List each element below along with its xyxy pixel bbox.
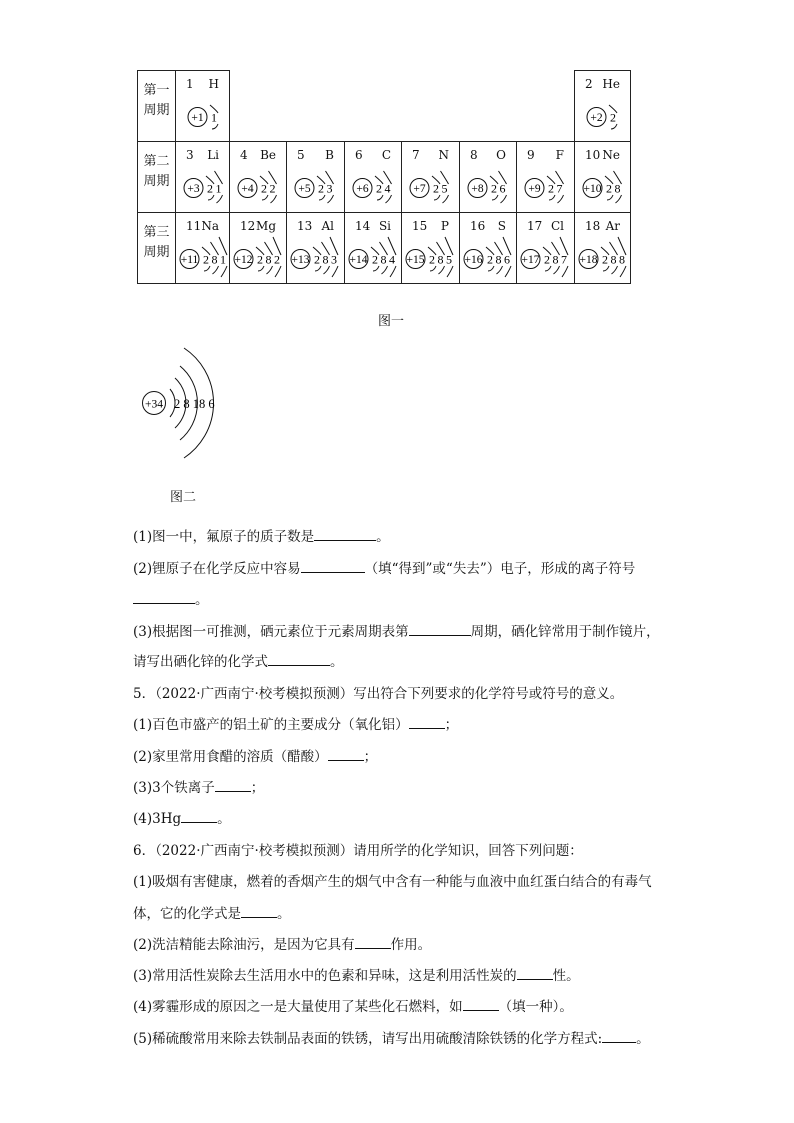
element-symbol: N [438, 148, 449, 162]
electron-count: 2 [372, 252, 378, 267]
nucleus-charge: +12 [234, 254, 253, 266]
answer-blank[interactable] [268, 653, 330, 666]
element-cell [176, 142, 230, 213]
q6-p3-text: (3)常用活性炭除去生活用水中的色素和异味，这是利用活性炭的 [133, 968, 517, 984]
nucleus-charge: +6 [356, 183, 369, 195]
element-cell [575, 142, 631, 213]
atom-structure-diagram [230, 213, 288, 283]
q4-part2 [133, 557, 635, 577]
nucleus-charge: +1 [191, 112, 204, 124]
atom-structure-diagram [287, 142, 345, 212]
electron-shell-arc [616, 195, 622, 203]
nucleus-charge: +10 [583, 183, 602, 195]
period-label-3 [138, 213, 176, 284]
q5-p1-end: ； [444, 717, 459, 733]
atomic-number: 5 [297, 148, 305, 162]
q4-part2-cont [133, 588, 209, 608]
electron-shell-arc [447, 266, 453, 277]
electron-shell-arc [488, 266, 494, 271]
atomic-number: 11 [186, 219, 202, 233]
q4-p2-text: (2)锂原子在化学反应中容易 [133, 561, 301, 577]
electron-shell-arc [430, 266, 436, 271]
q5-p3-text: (3)3个铁离子 [133, 780, 215, 796]
period-label-line1: 第二 [143, 154, 170, 169]
electron-count: 2 [433, 181, 439, 196]
q4-part3 [133, 620, 660, 640]
electron-shell-arc [549, 195, 555, 200]
electron-count: 2 [610, 110, 616, 125]
q4-p2-end: 。 [195, 592, 209, 608]
q5-p3-end: ； [250, 780, 265, 796]
electron-count: 2 [274, 252, 280, 267]
electron-shell-arc [258, 266, 264, 271]
q6-p4-text: (4)雾霾形成的原因之一是大量使用了某些化石燃料，如 [133, 999, 463, 1015]
atomic-number: 12 [240, 219, 256, 233]
atom-structure-diagram [575, 142, 633, 212]
electron-count: 8 [322, 252, 329, 267]
answer-blank[interactable] [301, 560, 365, 573]
q6-part2 [133, 933, 431, 953]
atom-structure-diagram [176, 213, 234, 283]
electron-count: 2 [602, 252, 608, 267]
element-cell [575, 71, 631, 142]
electron-shell-arc [439, 266, 445, 274]
nucleus-charge: +34 [145, 398, 163, 411]
element-symbol: C [381, 148, 391, 162]
electron-shell-arc [275, 266, 281, 277]
electron-count: 8 [265, 252, 272, 267]
atom-structure-diagram [176, 142, 234, 212]
q6-title: 6．（2022·广西南宁·校考模拟预测）请用所学的化学知识，回答下列问题： [133, 843, 583, 859]
nucleus-charge: +18 [579, 254, 598, 266]
table-gap [230, 71, 575, 142]
q6-p2-end: 作用。 [390, 937, 432, 953]
electron-shell-arc [382, 266, 388, 274]
electron-shell-arc [324, 266, 330, 274]
atomic-number: 17 [527, 219, 543, 233]
answer-blank[interactable] [133, 591, 195, 604]
electron-shell-arc [603, 266, 609, 271]
electron-shell-arc [497, 266, 503, 274]
element-cell [345, 142, 402, 213]
element-symbol: F [555, 148, 564, 162]
q4-p1-end: 。 [376, 529, 390, 545]
element-cell [230, 213, 287, 284]
element-symbol: B [325, 148, 334, 162]
nucleus-charge: +17 [521, 254, 540, 266]
electron-count: 2 [548, 181, 554, 196]
electron-shell-arc [217, 195, 223, 203]
atom-structure-diagram [345, 213, 403, 283]
answer-blank[interactable] [602, 1030, 636, 1043]
electron-count: 7 [556, 181, 563, 196]
electron-count: 2 [318, 181, 324, 196]
nucleus-charge: +13 [291, 254, 310, 266]
atomic-number: 13 [297, 219, 313, 233]
selenium-atom-diagram [132, 338, 252, 478]
answer-blank[interactable] [355, 936, 391, 949]
electron-shell-arc [612, 266, 618, 274]
electron-shell-arc [505, 266, 511, 277]
electron-count: 2 [487, 252, 493, 267]
element-symbol: Si [378, 219, 391, 233]
q5-p1-text: (1)百色市盛产的铝土矿的主要成分（氧化铝） [133, 717, 409, 733]
element-cell [460, 213, 517, 284]
electron-count: 8 [495, 252, 502, 267]
electron-count: 6 [504, 252, 510, 267]
nucleus-charge: +3 [187, 183, 200, 195]
nucleus-charge: +8 [471, 183, 484, 195]
q4-p3-text3: 请写出硒化锌的化学式 [133, 654, 268, 670]
q5-p2-end: ； [363, 749, 378, 765]
electron-count: 4 [389, 252, 395, 267]
q4-p1-text: (1)图一中，氟原子的质子数是 [133, 529, 315, 545]
period-label-line2: 周期 [143, 174, 170, 189]
electron-count: 8 [619, 252, 625, 267]
atom-structure-diagram [402, 142, 460, 212]
period-label-2 [138, 142, 176, 213]
electron-count: 8 [437, 252, 444, 267]
electron-counts: 2 8 18 6 [174, 397, 215, 411]
element-symbol: P [440, 219, 449, 233]
period-label-line2: 周期 [143, 245, 170, 260]
electron-shell-arc [221, 266, 227, 277]
nucleus-charge: +4 [241, 183, 254, 195]
electron-shell-arc [492, 195, 498, 200]
electron-count: 3 [331, 252, 337, 267]
period-label-line1: 第一 [143, 83, 170, 98]
atomic-number: 14 [355, 219, 371, 233]
electron-count: 2 [544, 252, 550, 267]
electron-shell-arc [271, 195, 277, 203]
period-label-line2: 周期 [143, 103, 170, 118]
electron-shell-arc [607, 195, 613, 200]
electron-shell-arc [204, 266, 210, 271]
electron-shell-arc [315, 266, 321, 271]
electron-count: 2 [207, 181, 213, 196]
electron-count: 5 [441, 181, 448, 196]
electron-shell-arc [620, 266, 626, 277]
electron-shell-arc [319, 195, 325, 200]
q5-title: 5．（2022·广西南宁·校考模拟预测）写出符合下列要求的化学符号或符号的意义。 [133, 686, 624, 702]
q4-p3-text2: 周期，硒化锌常用于制作镜片， [470, 624, 660, 640]
electron-count: 2 [203, 252, 209, 267]
answer-blank[interactable] [409, 623, 471, 636]
electron-count: 1 [211, 110, 217, 125]
element-cell [230, 142, 287, 213]
element-cell [575, 213, 631, 284]
atomic-number: 4 [240, 148, 248, 162]
q5-p4-end: 。 [217, 811, 231, 827]
q6-part4 [133, 995, 573, 1015]
electron-count: 8 [211, 252, 218, 267]
electron-count: 5 [446, 252, 452, 267]
q6-p5-text: (5)稀硫酸常用来除去铁制品表面的铁锈，请写出用硫酸清除铁锈的化学方程式: [133, 1031, 603, 1047]
electron-shell-arc [611, 124, 617, 129]
answer-blank[interactable] [328, 748, 364, 761]
nucleus-charge: +5 [298, 183, 311, 195]
atomic-number: 1 [186, 77, 194, 91]
atomic-number: 16 [470, 219, 486, 233]
electron-shell-arc [434, 195, 440, 200]
q5-p2-text: (2)家里常用食醋的溶质（醋酸） [133, 749, 328, 765]
element-cell [176, 71, 230, 142]
electron-count: 2 [269, 181, 276, 196]
atom-structure-diagram [460, 213, 518, 283]
electron-count: 6 [499, 181, 506, 196]
atom-structure-diagram [460, 142, 518, 212]
electron-count: 2 [606, 181, 612, 196]
electron-shell-arc [212, 124, 218, 129]
q4-p3-text: (3)根据图一可推测，硒元素位于元素周期表第 [133, 624, 409, 640]
answer-blank[interactable] [409, 716, 445, 729]
electron-shell-arc [562, 266, 568, 277]
electron-count: 1 [215, 181, 222, 196]
electron-count: 8 [614, 181, 621, 196]
electron-count: 7 [561, 252, 567, 267]
element-symbol: He [602, 77, 620, 91]
answer-blank[interactable] [314, 528, 376, 541]
q6-p1-end: 。 [277, 906, 291, 922]
element-cell [402, 142, 460, 213]
atom-structure-diagram [517, 213, 575, 283]
electron-shell-arc [554, 266, 560, 274]
answer-blank[interactable] [463, 998, 499, 1011]
q4-p2-text2: （填“得到”或“失去”）电子，形成的离子符号 [364, 561, 636, 577]
q5-part1 [133, 713, 458, 733]
electron-shell-arc [377, 195, 383, 200]
electron-shell-arc [558, 195, 564, 203]
element-symbol: S [497, 219, 506, 233]
nucleus-charge: +7 [413, 183, 426, 195]
electron-count: 1 [220, 252, 226, 267]
q6-p3-end: 性。 [552, 968, 580, 984]
q6-part1-cont [133, 902, 291, 922]
q6-part1: (1)吸烟有害健康，燃着的香烟产生的烟气中含有一种能与血液中血红蛋白结合的有毒气 [133, 874, 652, 890]
element-cell [176, 213, 230, 284]
electron-count: 4 [384, 181, 391, 196]
atomic-number: 8 [470, 148, 478, 162]
electron-shell-arc [373, 266, 379, 271]
element-cell [402, 213, 460, 284]
electron-count: 2 [491, 181, 497, 196]
answer-blank[interactable] [181, 810, 217, 823]
electron-count: 2 [429, 252, 435, 267]
electron-shell-arc [443, 195, 449, 203]
atom-structure-diagram [345, 142, 403, 212]
element-symbol: Al [321, 219, 334, 233]
atomic-number: 15 [412, 219, 428, 233]
atomic-number: 2 [585, 77, 593, 91]
nucleus-charge: +14 [349, 254, 368, 266]
q6-p4-end: （填一种）。 [498, 999, 573, 1015]
element-symbol: Na [201, 219, 219, 233]
atom-structure-diagram [176, 71, 234, 141]
electron-count: 2 [314, 252, 320, 267]
electron-count: 8 [552, 252, 559, 267]
electron-shell-arc [332, 266, 338, 277]
q5-part2 [133, 745, 377, 765]
q5-p4-text: (4)3Hg [133, 811, 182, 827]
electron-shell-arc [545, 266, 551, 271]
element-symbol: Be [260, 148, 276, 162]
electron-shell-arc [501, 195, 507, 203]
answer-blank[interactable] [241, 905, 277, 918]
figure2-caption: 图二 [170, 490, 197, 505]
element-cell [517, 213, 575, 284]
nucleus-charge: +15 [406, 254, 425, 266]
element-cell [287, 142, 345, 213]
electron-count: 2 [376, 181, 382, 196]
element-cell [287, 213, 345, 284]
q4-part3-cont [133, 650, 344, 670]
q4-p3-end: 。 [330, 654, 344, 670]
nucleus-charge: +9 [528, 183, 541, 195]
element-symbol: Cl [550, 219, 564, 233]
q5-part4 [133, 807, 231, 827]
q6-part5 [133, 1027, 650, 1047]
electron-shell-arc [213, 266, 219, 274]
atom-structure-diagram [230, 142, 288, 212]
atomic-number: 18 [585, 219, 601, 233]
q5-part3 [133, 776, 264, 796]
element-cell [345, 213, 402, 284]
element-symbol: O [496, 148, 506, 162]
electron-shell-arc [262, 195, 268, 200]
period-row-2 [138, 142, 631, 213]
atomic-number: 6 [355, 148, 363, 162]
electron-count: 2 [257, 252, 263, 267]
atom-structure-diagram [575, 213, 633, 283]
q6-part3 [133, 964, 580, 984]
electron-shell-arc [267, 266, 273, 274]
answer-blank[interactable] [215, 779, 251, 792]
atom-structure-diagram [402, 213, 460, 283]
electron-shell-arc [208, 195, 214, 200]
period-row-3 [138, 213, 631, 284]
atom-structure-diagram [575, 71, 633, 141]
nucleus-charge: +2 [590, 112, 603, 124]
element-cell [517, 142, 575, 213]
element-symbol: H [208, 77, 219, 91]
electron-count: 2 [261, 181, 267, 196]
atomic-number: 3 [186, 148, 194, 162]
electron-shell-arc [328, 195, 334, 203]
atom-structure-diagram [287, 213, 345, 283]
atom-structure-diagram [517, 142, 575, 212]
electron-shell-arc [390, 266, 396, 277]
element-symbol: Mg [256, 219, 276, 233]
periodic-table [137, 70, 631, 284]
element-symbol: Ne [602, 148, 620, 162]
answer-blank[interactable] [517, 967, 553, 980]
electron-count: 3 [326, 181, 333, 196]
atomic-number: 10 [585, 148, 601, 162]
element-symbol: Li [207, 148, 219, 162]
electron-count: 8 [380, 252, 387, 267]
q6-p5-end: 。 [636, 1031, 650, 1047]
figure1-caption: 图一 [378, 314, 405, 329]
electron-shell-arc [386, 195, 392, 203]
nucleus-charge: +16 [464, 254, 483, 266]
element-cell [460, 142, 517, 213]
q6-p2-text: (2)洗洁精能去除油污，是因为它具有 [133, 937, 355, 953]
period-label-line1: 第三 [143, 225, 170, 240]
electron-count: 8 [610, 252, 617, 267]
period-label-1 [138, 71, 176, 142]
q6-p1-text2: 体，它的化学式是 [133, 906, 241, 922]
nucleus-charge: +11 [180, 254, 199, 266]
period-row-1 [138, 71, 631, 142]
atomic-number: 7 [412, 148, 420, 162]
q4-part1 [133, 525, 390, 545]
atomic-number: 9 [527, 148, 535, 162]
element-symbol: Ar [605, 219, 620, 233]
